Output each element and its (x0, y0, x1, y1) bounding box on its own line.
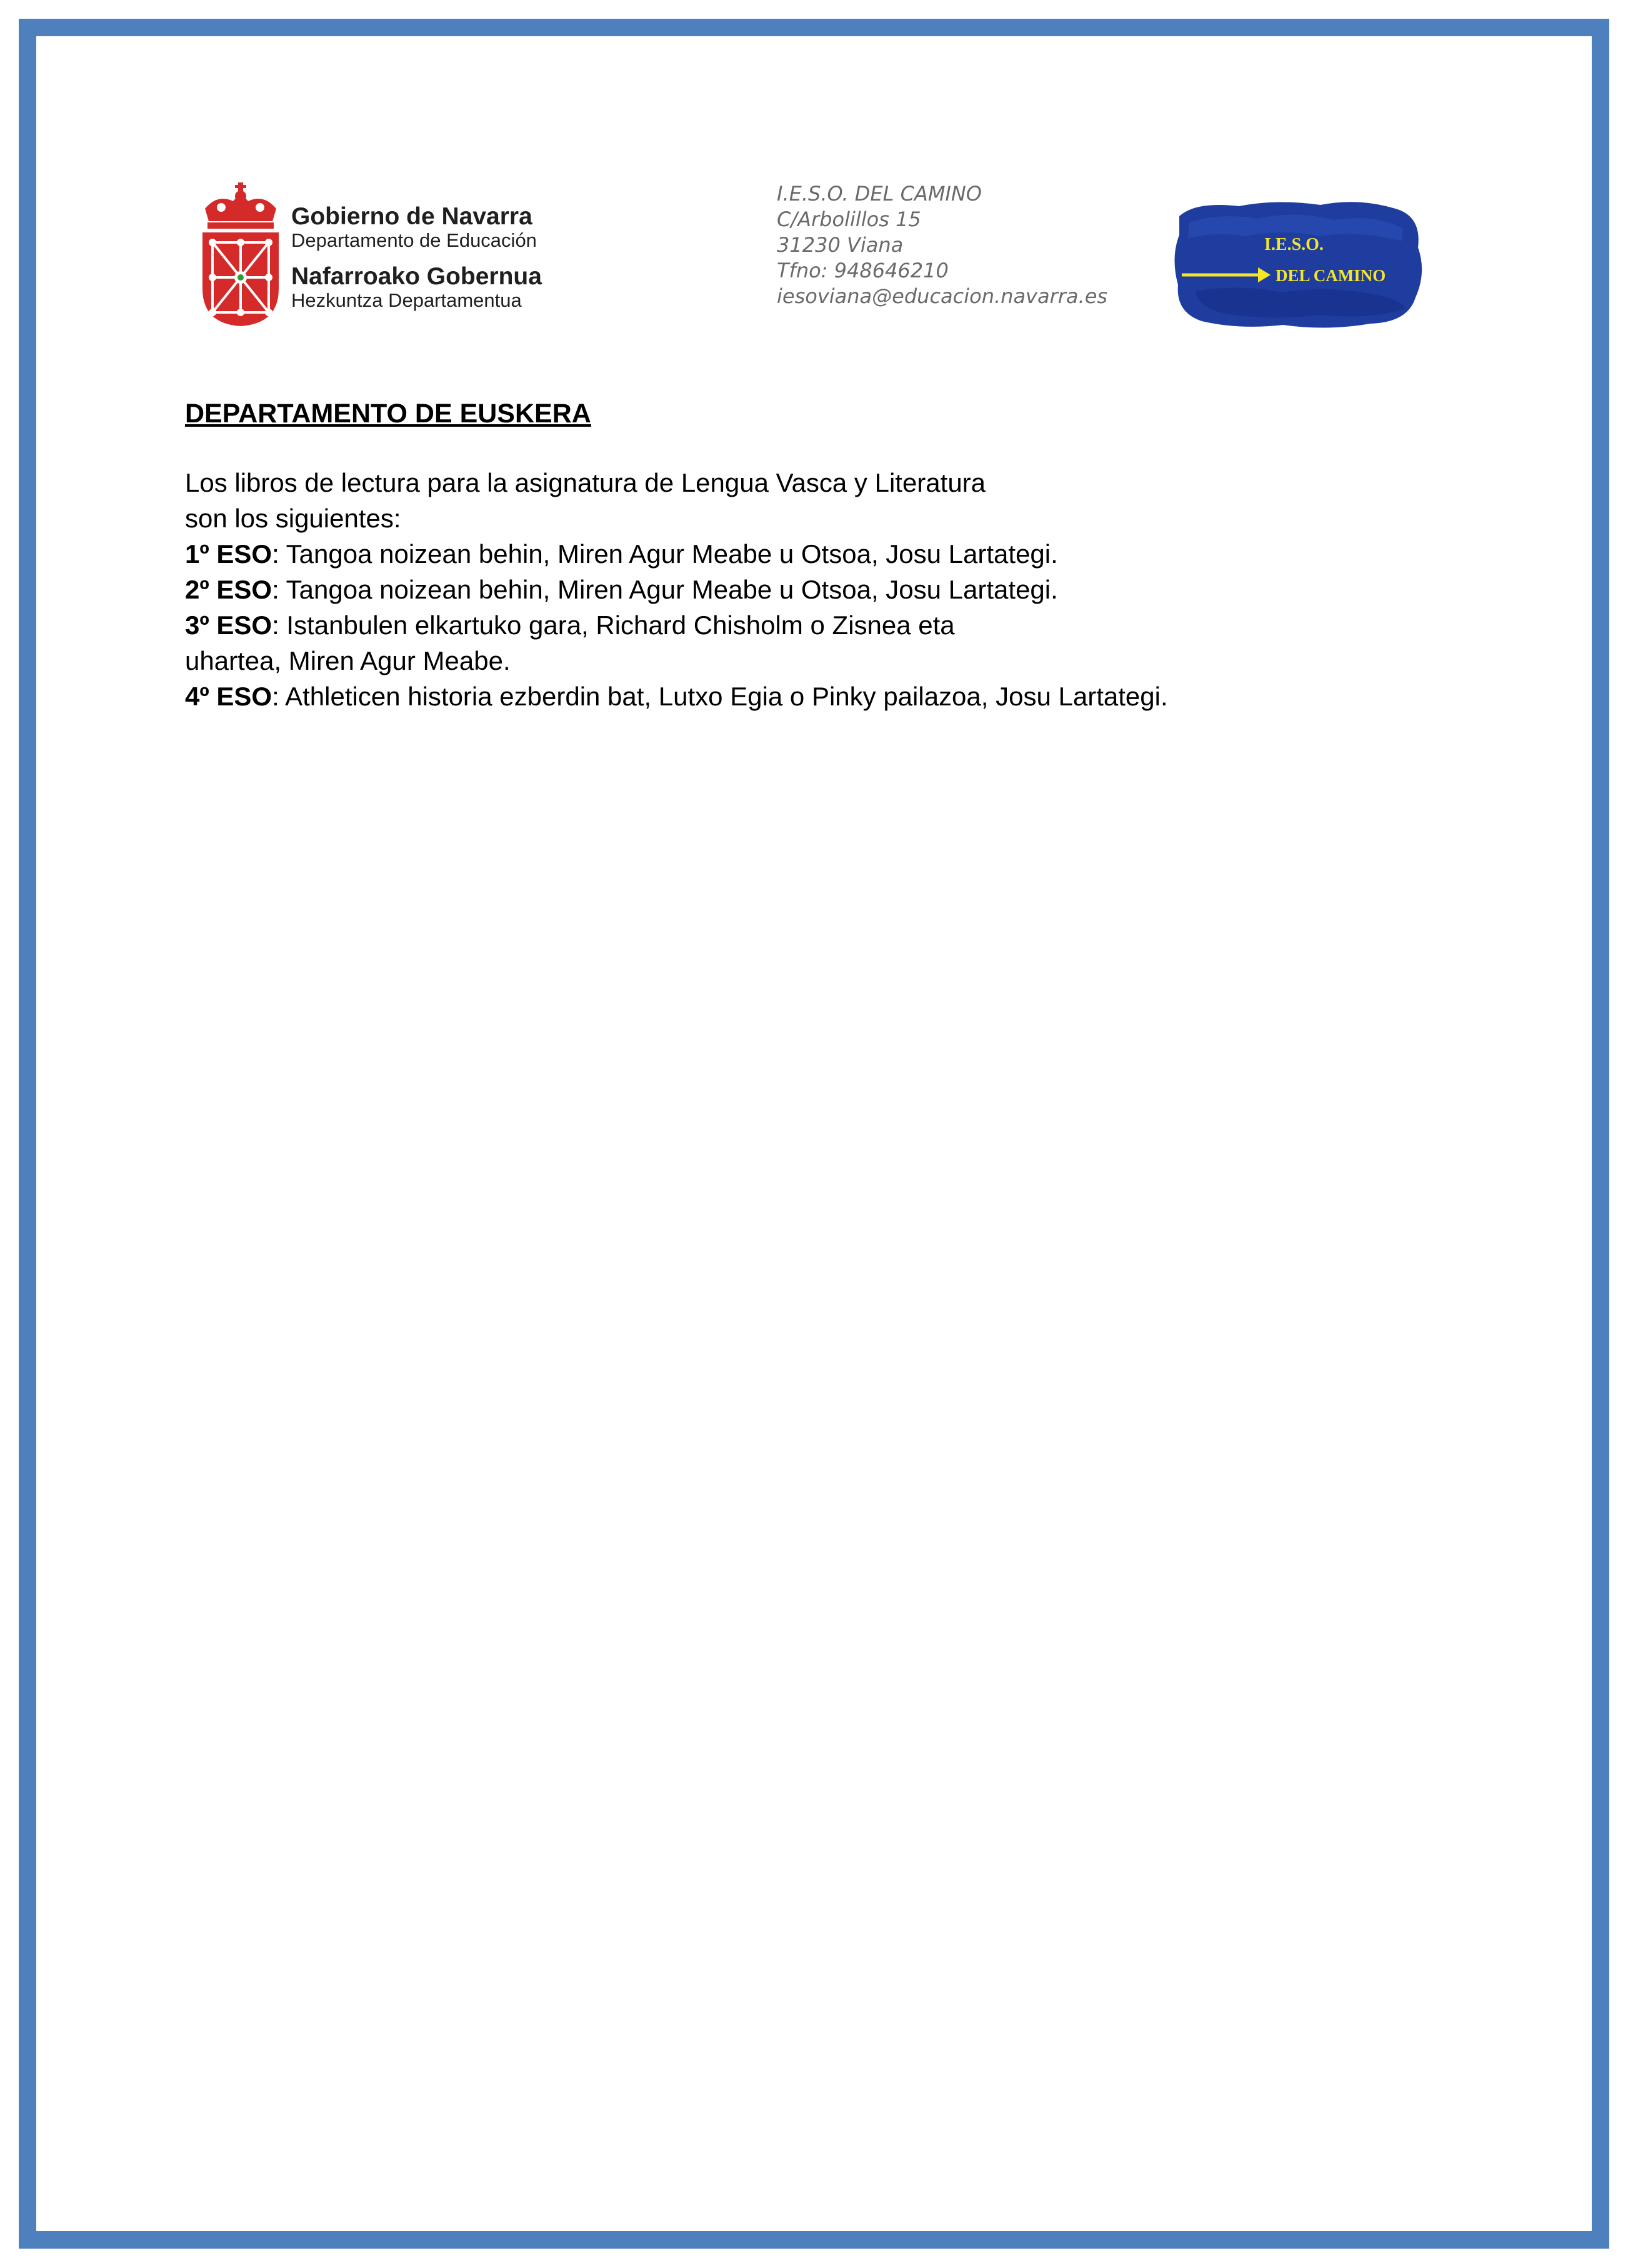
school-street: C/Arbolillos 15 (777, 207, 921, 231)
school-logo (1171, 197, 1427, 331)
navarra-logo-text (291, 204, 579, 311)
gov-name-eu: Nafarroako Gobernua (291, 263, 542, 290)
school-logo-line2: DEL CAMINO (1276, 266, 1386, 285)
course-entry-3 (185, 607, 1560, 643)
navarra-government-logo (199, 182, 574, 332)
page-border (19, 19, 1609, 2249)
course-label: 3º ESO (185, 610, 272, 640)
course-entry-3-continuation: uhartea, Miren Agur Meabe. (185, 646, 511, 675)
school-city: 31230 Viana (777, 233, 904, 257)
course-books: : Tangoa noizean behin, Miren Agur Meabe u Otsoa, Josu Lartategi. (272, 575, 1058, 604)
course-books: : Istanbulen elkartuko gara, Richard Chisholm o Zisnea eta (272, 610, 955, 640)
school-name: I.E.S.O. DEL CAMINO (777, 182, 982, 206)
gov-name-es: Gobierno de Navarra (291, 203, 532, 230)
school-phone: Tfno: 948646210 (777, 259, 949, 282)
course-label: 2º ESO (185, 575, 272, 604)
course-entry-1 (185, 536, 1560, 572)
course-books: : Tangoa noizean behin, Miren Agur Meabe u Otsoa, Josu Lartategi. (272, 539, 1058, 569)
course-entry-4 (185, 679, 1560, 714)
document-body (185, 395, 1560, 714)
school-logo-line1: I.E.S.O. (1264, 235, 1324, 254)
intro-line-2: son los siguientes: (185, 504, 401, 533)
school-email: iesoviana@educacion.navarra.es (777, 284, 1108, 308)
dept-name-eu: Hezkuntza Departamentua (291, 289, 522, 311)
course-label: 1º ESO (185, 539, 272, 569)
dept-name-es: Departamento de Educación (291, 229, 537, 251)
intro-line-1: Los libros de lectura para la asignatura de Lengua Vasca y Literatura (185, 468, 986, 497)
course-label: 4º ESO (185, 682, 272, 711)
navarra-coat-of-arms-icon (199, 182, 282, 327)
course-entry-2 (185, 572, 1560, 607)
course-books: : Athleticen historia ezberdin bat, Lutxo Egia o Pinky pailazoa, Josu Lartategi. (272, 682, 1168, 711)
department-title: DEPARTAMENTO DE EUSKERA (185, 399, 591, 429)
school-address-block (777, 181, 1107, 309)
